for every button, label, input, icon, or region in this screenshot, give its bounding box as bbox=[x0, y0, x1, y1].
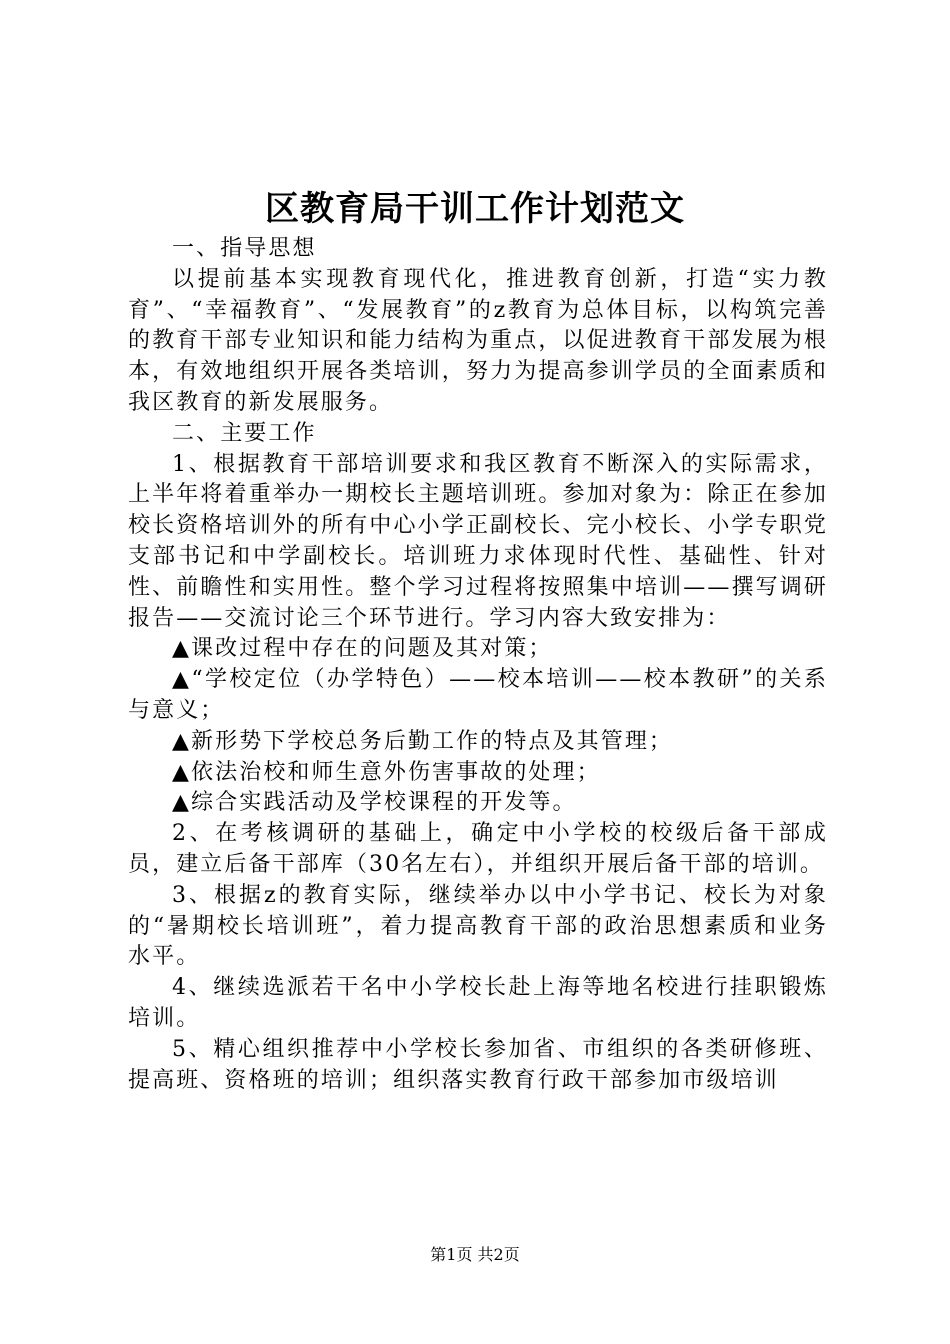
bullet-item: ▲综合实践活动及学校课程的开发等。 bbox=[172, 790, 577, 816]
document-body bbox=[128, 234, 828, 1096]
paragraph: 以提前基本实现教育现代化，推进教育创新，打造“实力教育”、“幸福教育”、“发展教育”的z教育为总体目标，以构筑完善的教育干部专业知识和能力结构为重点，以促进教育干部发展为根本，有效地组织开展各类培训，努力为提高参训学员的全面素质和我区教育的新发展服务。 bbox=[128, 266, 828, 415]
paragraph: 3、根据z的教育实际，继续举办以中小学书记、校长为对象的“暑期校长培训班”，着力提高教育干部的政治思想素质和业务水平。 bbox=[128, 882, 828, 970]
paragraph: 4、继续选派若干名中小学校长赴上海等地名校进行挂职锻炼培训。 bbox=[128, 975, 828, 1031]
bullet-item: ▲课改过程中存在的问题及其对策； bbox=[172, 636, 553, 662]
paragraph: 2、在考核调研的基础上，确定中小学校的校级后备干部成员，建立后备干部库（30名左右），并组织开展后备干部的培训。 bbox=[128, 821, 828, 877]
bullet-item: ▲依法治校和师生意外伤害事故的处理； bbox=[172, 759, 601, 785]
section-heading-1: 一、指导思想 bbox=[172, 236, 317, 261]
paragraph: 5、精心组织推荐中小学校长参加省、市组织的各类研修班、提高班、资格班的培训；组织落实教育行政干部参加市级培训 bbox=[128, 1036, 828, 1093]
section-heading-2: 二、主要工作 bbox=[172, 420, 317, 446]
document-title: 区教育局干训工作计划范文 bbox=[265, 189, 685, 229]
paragraph: 1、根据教育干部培训要求和我区教育不断深入的实际需求，上半年将着重举办一期校长主题培训班。参加对象为：除正在参加校长资格培训外的所有中心小学正副校长、完小校长、小学专职党支部书记和中学副校长。培训班力求体现时代性、基础性、针对性、前瞻性和实用性。整个学习过程将按照集中培训——撰写调研报告——交流讨论三个环节进行。学习内容大致安排为： bbox=[128, 451, 828, 631]
page-number: 第1页 共2页 bbox=[430, 1245, 520, 1264]
bullet-item: ▲“学校定位（办学特色）——校本培训——校本教研”的关系与意义； bbox=[128, 667, 828, 723]
bullet-item: ▲新形势下学校总务后勤工作的特点及其管理； bbox=[172, 728, 674, 754]
